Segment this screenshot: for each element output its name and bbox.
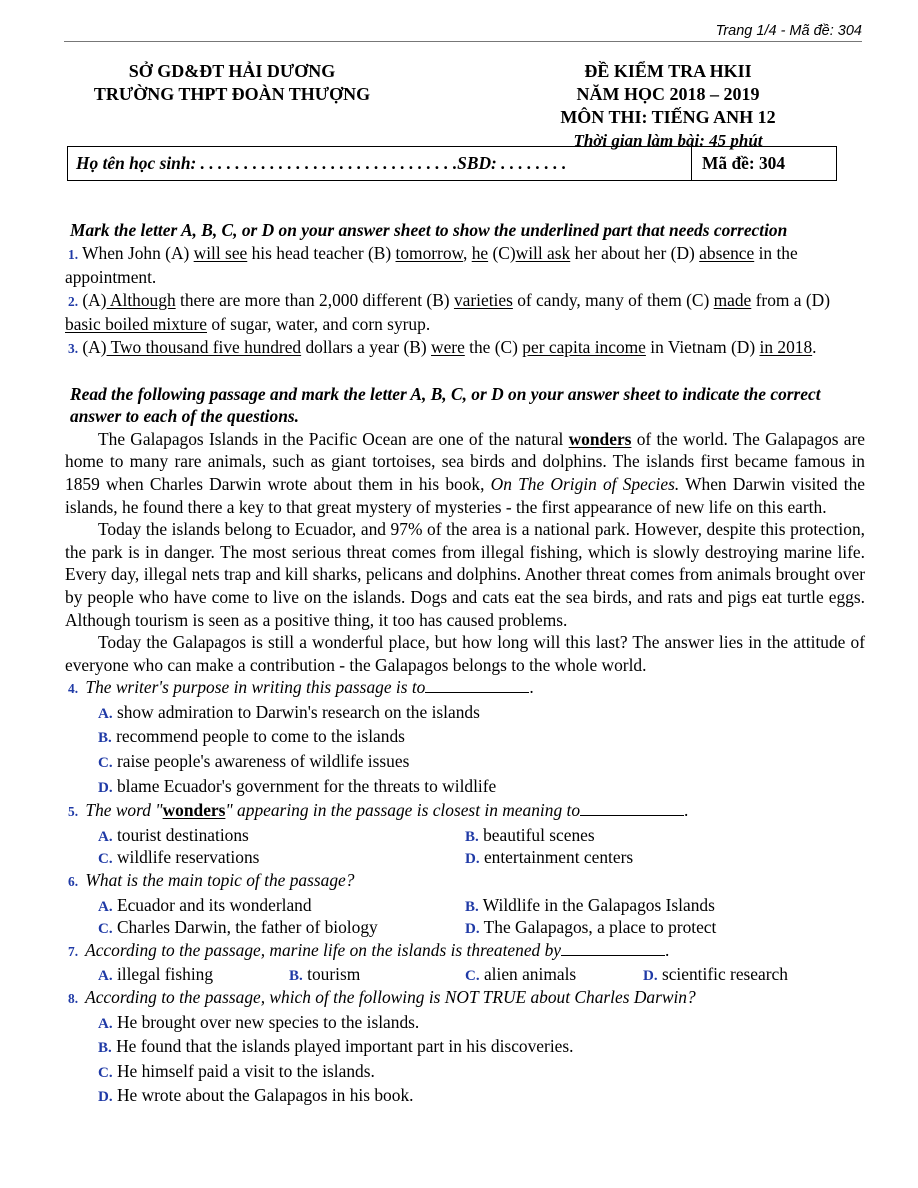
- options-row: [65, 846, 865, 869]
- question-5: 5. The word "wonders" appearing in the passage is closest in meaning to . A. tourist destinations B. beautiful scenes C. wildlife reservations D. entertainment centers: [65, 799, 865, 869]
- underlined-part-d: in 2018: [759, 336, 813, 357]
- option-b: B. tourism: [289, 964, 361, 985]
- options-row: [65, 894, 865, 917]
- question-number: 5.: [68, 804, 79, 820]
- underlined-part-a: will see: [193, 242, 248, 263]
- department-name: SỞ GD&ĐT HẢI DƯƠNG: [128, 61, 336, 81]
- student-info-box: [67, 146, 837, 181]
- option-d: D. The Galapagos, a place to protect: [465, 917, 717, 938]
- answer-blank: [561, 939, 665, 956]
- question-stem: According to the passage, marine life on the islands is threatened by: [81, 939, 561, 960]
- section2-instruction: Read the following passage and mark the letter A, B, C, or D on your answer sheet to indicate the correct answer to each of the questions.: [70, 383, 821, 427]
- option-a: A. Ecuador and its wonderland: [98, 894, 312, 915]
- question-number: 2.: [68, 293, 79, 309]
- option-c: C. He himself paid a visit to the islands.: [98, 1060, 375, 1081]
- option-c: C. raise people's awareness of wildlife issues: [98, 751, 410, 772]
- question-6: [65, 869, 865, 939]
- option-d: D. scientific research: [643, 964, 788, 985]
- book-title: On The Origin of Species.: [490, 473, 680, 494]
- question-number: 8.: [68, 991, 79, 1006]
- exam-code: Mã đề: 304: [702, 153, 786, 173]
- option-c: C. alien animals: [465, 964, 577, 985]
- question-number: 3.: [68, 340, 79, 356]
- question-stem: The writer's purpose in writing this passage is to: [81, 677, 426, 698]
- section1-instruction: Mark the letter A, B, C, or D on your answer sheet to show the underlined part that needs correction: [70, 220, 788, 240]
- options-row: [65, 916, 865, 939]
- option-c: C. Charles Darwin, the father of biology: [98, 917, 378, 938]
- question-8: [65, 986, 865, 1109]
- underlined-part-c: made: [713, 289, 752, 310]
- question-7: 7. According to the passage, marine life on the islands is threatened by . A. illegal fishing B. tourism C. alien animals D. scientific research: [65, 939, 865, 986]
- answer-blank: [425, 676, 529, 693]
- option-d: D. entertainment centers: [465, 847, 634, 868]
- exam-subject: MÔN THI: TIẾNG ANH 12: [560, 107, 776, 127]
- page-number: Trang 1/4 - Mã đề: 304: [715, 23, 862, 39]
- passage-paragraph-2: Today the islands belong to Ecuador, and 97% of the area is a national park. However, despite this protection, the park is in danger. The most serious threat comes from illegal fishing, which is slowly destroying marine life. Every day, illegal nets trap and kill sharks, pelicans and dolphins. Another threat comes from animals brought over by people who have come to live on the islands. Dogs and cats eat the sea birds, and rats and pigs eat turtle eggs. Although tourism is seen as a positive thing, it too has caused problems.: [65, 519, 865, 630]
- option-a: A. illegal fishing: [98, 964, 214, 985]
- option-a: A. tourist destinations: [98, 824, 249, 845]
- option-a: A. He brought over new species to the islands.: [98, 1011, 420, 1032]
- question-number: 6.: [68, 874, 79, 890]
- school-name: TRƯỜNG THPT ĐOÀN THƯỢNG: [93, 84, 371, 104]
- underlined-part-a: Two thousand five hundred: [106, 336, 302, 357]
- exam-block: [518, 60, 818, 152]
- question-number: 7.: [68, 943, 79, 959]
- header-rule: [64, 41, 862, 42]
- question-3: 3. (A) Two thousand five hundred dollars a year (B) were the (C) per capita income in Vietnam (D) in 2018.: [68, 336, 817, 357]
- options-row: [65, 963, 865, 986]
- section-gap: [65, 361, 865, 383]
- highlighted-word: wonders: [162, 800, 226, 821]
- highlighted-word: wonders: [568, 428, 632, 449]
- school-block: [64, 60, 400, 106]
- exam-title: ĐỀ KIỂM TRA HKII: [584, 61, 752, 81]
- underlined-part-b2: he: [471, 242, 489, 263]
- question-1: 1. When John (A) will see his head teacher (B) tomorrow, he (C)will ask her about her (D) absence in the appointment.: [65, 242, 798, 288]
- underlined-part-c: per capita income: [522, 336, 646, 357]
- underlined-part-a: Although: [106, 289, 176, 310]
- underlined-part-b: tomorrow: [395, 242, 463, 263]
- underlined-part-d: basic boiled mixture: [65, 314, 207, 335]
- underlined-part-d: absence: [699, 242, 755, 263]
- answer-blank: [580, 799, 684, 816]
- underlined-part-c: will ask: [515, 242, 571, 263]
- option-d: D. He wrote about the Galapagos in his book.: [98, 1085, 414, 1106]
- underlined-part-b: varieties: [453, 289, 513, 310]
- option-c: C. wildlife reservations: [98, 847, 260, 868]
- question-2: 2. (A) Although there are more than 2,000 different (B) varieties of candy, many of them (C) made from a (D) basic boiled mixture of sugar, water, and corn syrup.: [65, 289, 830, 335]
- question-number: 4.: [68, 681, 79, 697]
- student-name-field: Họ tên học sinh: . . . . . . . . . . . . . . . . . . . . . . . . . . . . . .SBD: . . . . . . . .: [76, 153, 567, 173]
- info-box-divider: [691, 147, 692, 180]
- passage-paragraph-3: Today the Galapagos is still a wonderful place, but how long will this last? The answer lies in the attitude of everyone who can make a contribution - the Galapagos belongs to the whole world.: [65, 632, 865, 675]
- exam-time: Thời gian làm bài: 45 phút: [573, 131, 763, 150]
- options-row: [65, 824, 865, 847]
- exam-year: NĂM HỌC 2018 – 2019: [576, 84, 760, 104]
- question-stem: What is the main topic of the passage?: [81, 870, 355, 891]
- underlined-part-b: were: [431, 336, 465, 357]
- option-b: B. Wildlife in the Galapagos Islands: [465, 894, 715, 915]
- question-4: 4. The writer's purpose in writing this passage is to . A. show admiration to Darwin's research on the islands B. recommend people to come to the islands C. raise people's awareness of wildlife issues D. blame Ecuador's government for the threats to wildlife: [65, 676, 865, 799]
- exam-content: [65, 219, 865, 1109]
- question-number: 1.: [68, 246, 79, 262]
- passage-paragraph-1: The Galapagos Islands in the Pacific Ocean are one of the natural wonders of the world. The Galapagos are home to many rare animals, such as giant tortoises, sea birds and dolphins. The islands first became famous in 1859 when Charles Darwin wrote about them in his book, On The Origin of Species. When Darwin visited the islands, he found there a key to that great mystery of mysteries - the first appearance of new life on this earth.: [65, 428, 865, 517]
- question-stem: According to the passage, which of the following is NOT TRUE about Charles Darwin?: [81, 987, 696, 1007]
- option-b: B. beautiful scenes: [465, 824, 595, 845]
- option-b: B. He found that the islands played important part in his discoveries.: [98, 1036, 574, 1057]
- option-b: B. recommend people to come to the islands: [98, 726, 405, 747]
- option-a: A. show admiration to Darwin's research on the islands: [98, 701, 480, 722]
- option-d: D. blame Ecuador's government for the threats to wildlife: [98, 775, 497, 796]
